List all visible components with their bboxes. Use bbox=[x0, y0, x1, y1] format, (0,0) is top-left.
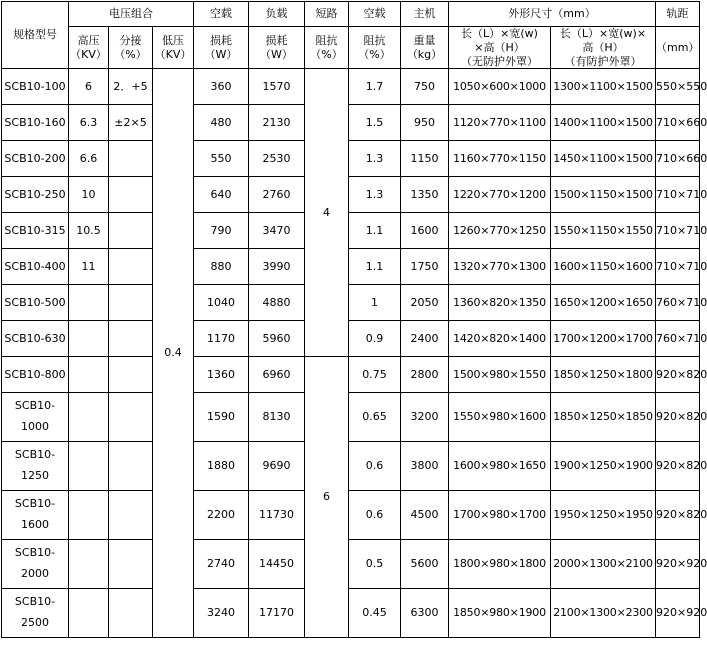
subheader-weight: 重量 （kg） bbox=[401, 27, 449, 69]
cell-no-load-impedance: 0.75 bbox=[349, 357, 401, 393]
cell-weight: 3200 bbox=[401, 393, 449, 442]
cell-no-load-loss: 1880 bbox=[194, 442, 249, 491]
cell-high-voltage bbox=[69, 393, 109, 442]
cell-dim-no-cover: 1850×980×1900 bbox=[449, 589, 551, 638]
cell-load-loss: 2530 bbox=[249, 141, 305, 177]
cell-dim-with-cover: 1900×1250×1900 bbox=[551, 442, 656, 491]
cell-no-load-impedance: 1.1 bbox=[349, 213, 401, 249]
cell-high-voltage bbox=[69, 285, 109, 321]
cell-no-load-impedance: 0.65 bbox=[349, 393, 401, 442]
header-short-circuit: 短路 bbox=[305, 2, 349, 27]
cell-dim-no-cover: 1800×980×1800 bbox=[449, 540, 551, 589]
cell-track: 920×820 bbox=[656, 442, 700, 491]
cell-tap: 2．+5 bbox=[109, 69, 153, 105]
cell-load-loss: 2760 bbox=[249, 177, 305, 213]
cell-tap: ±2×5 bbox=[109, 105, 153, 141]
transformer-spec-table bbox=[1, 1, 707, 638]
table-row bbox=[2, 540, 700, 589]
subheader-track-unit: （mm） bbox=[656, 27, 700, 69]
table-row bbox=[2, 589, 700, 638]
cell-weight: 2050 bbox=[401, 285, 449, 321]
header-sub-row bbox=[2, 27, 700, 69]
cell-no-load-loss: 1360 bbox=[194, 357, 249, 393]
header-group-row bbox=[2, 2, 700, 27]
cell-weight: 1750 bbox=[401, 249, 449, 285]
cell-model: SCB10- 2500 bbox=[2, 589, 69, 638]
cell-model: SCB10-630 bbox=[2, 321, 69, 357]
cell-load-loss: 8130 bbox=[249, 393, 305, 442]
cell-no-load-loss: 2740 bbox=[194, 540, 249, 589]
cell-load-loss: 17170 bbox=[249, 589, 305, 638]
cell-tap bbox=[109, 321, 153, 357]
table-row bbox=[2, 249, 700, 285]
cell-no-load-impedance: 1.7 bbox=[349, 69, 401, 105]
cell-track: 920×920 bbox=[656, 589, 700, 638]
cell-dim-no-cover: 1320×770×1300 bbox=[449, 249, 551, 285]
cell-no-load-loss: 3240 bbox=[194, 589, 249, 638]
subheader-dim-no-cover: 长（L）×宽(w) ×高（H） （无防护外罩） bbox=[449, 27, 551, 69]
cell-weight: 2800 bbox=[401, 357, 449, 393]
cell-no-load-impedance: 1.3 bbox=[349, 141, 401, 177]
table-row bbox=[2, 491, 700, 540]
cell-tap bbox=[109, 213, 153, 249]
cell-tap bbox=[109, 177, 153, 213]
cell-load-loss: 2130 bbox=[249, 105, 305, 141]
cell-model: SCB10- 2000 bbox=[2, 540, 69, 589]
cell-dim-with-cover: 2000×1300×2100 bbox=[551, 540, 656, 589]
cell-no-load-loss: 1040 bbox=[194, 285, 249, 321]
cell-load-loss: 3470 bbox=[249, 213, 305, 249]
cell-no-load-loss: 360 bbox=[194, 69, 249, 105]
cell-no-load-impedance: 0.45 bbox=[349, 589, 401, 638]
cell-model: SCB10- 1000 bbox=[2, 393, 69, 442]
cell-load-loss: 3990 bbox=[249, 249, 305, 285]
cell-no-load-impedance: 1.3 bbox=[349, 177, 401, 213]
table-row bbox=[2, 442, 700, 491]
cell-no-load-impedance: 1.1 bbox=[349, 249, 401, 285]
cell-no-load-loss: 1170 bbox=[194, 321, 249, 357]
cell-low-voltage-merged: 0.4 bbox=[153, 69, 194, 638]
cell-high-voltage: 6.6 bbox=[69, 141, 109, 177]
cell-track: 710×660 bbox=[656, 105, 700, 141]
cell-dim-no-cover: 1050×600×1000 bbox=[449, 69, 551, 105]
table-row bbox=[2, 285, 700, 321]
header-track-gauge: 轨距 bbox=[656, 2, 700, 27]
cell-dim-with-cover: 1500×1150×1500 bbox=[551, 177, 656, 213]
cell-weight: 950 bbox=[401, 105, 449, 141]
table-row bbox=[2, 213, 700, 249]
cell-model: SCB10-500 bbox=[2, 285, 69, 321]
cell-high-voltage bbox=[69, 357, 109, 393]
cell-no-load-loss: 1590 bbox=[194, 393, 249, 442]
header-no-load: 空载 bbox=[194, 2, 249, 27]
cell-model: SCB10-100 bbox=[2, 69, 69, 105]
cell-no-load-impedance: 1 bbox=[349, 285, 401, 321]
cell-no-load-impedance: 1.5 bbox=[349, 105, 401, 141]
subheader-low-voltage: 低压 （KV） bbox=[153, 27, 194, 69]
cell-tap bbox=[109, 589, 153, 638]
subheader-tap: 分接 （%） bbox=[109, 27, 153, 69]
table-row bbox=[2, 177, 700, 213]
cell-no-load-impedance: 0.6 bbox=[349, 491, 401, 540]
header-load: 负载 bbox=[249, 2, 305, 27]
header-no-load-impedance: 空载 bbox=[349, 2, 401, 27]
cell-track: 920×820 bbox=[656, 393, 700, 442]
cell-no-load-loss: 550 bbox=[194, 141, 249, 177]
cell-load-loss: 6960 bbox=[249, 357, 305, 393]
cell-short-circuit-impedance-merged-2: 6 bbox=[305, 357, 349, 638]
header-main-unit: 主机 bbox=[401, 2, 449, 27]
cell-no-load-impedance: 0.6 bbox=[349, 442, 401, 491]
cell-track: 920×820 bbox=[656, 357, 700, 393]
table-row bbox=[2, 69, 700, 105]
cell-load-loss: 1570 bbox=[249, 69, 305, 105]
subheader-high-voltage: 高压 （KV） bbox=[69, 27, 109, 69]
cell-model: SCB10-200 bbox=[2, 141, 69, 177]
cell-dim-with-cover: 1400×1100×1500 bbox=[551, 105, 656, 141]
cell-model: SCB10-315 bbox=[2, 213, 69, 249]
cell-high-voltage bbox=[69, 321, 109, 357]
cell-high-voltage bbox=[69, 540, 109, 589]
cell-weight: 4500 bbox=[401, 491, 449, 540]
cell-no-load-loss: 790 bbox=[194, 213, 249, 249]
cell-track: 710×710 bbox=[656, 249, 700, 285]
cell-tap bbox=[109, 249, 153, 285]
cell-dim-no-cover: 1120×770×1100 bbox=[449, 105, 551, 141]
cell-dim-no-cover: 1700×980×1700 bbox=[449, 491, 551, 540]
cell-load-loss: 5960 bbox=[249, 321, 305, 357]
cell-track: 710×710 bbox=[656, 177, 700, 213]
cell-weight: 2400 bbox=[401, 321, 449, 357]
cell-tap bbox=[109, 540, 153, 589]
cell-no-load-loss: 480 bbox=[194, 105, 249, 141]
cell-track: 920×920 bbox=[656, 540, 700, 589]
cell-dim-no-cover: 1600×980×1650 bbox=[449, 442, 551, 491]
cell-weight: 3800 bbox=[401, 442, 449, 491]
cell-model: SCB10-400 bbox=[2, 249, 69, 285]
cell-short-circuit-impedance-merged-1: 4 bbox=[305, 69, 349, 357]
cell-tap bbox=[109, 393, 153, 442]
cell-dim-with-cover: 1700×1200×1700 bbox=[551, 321, 656, 357]
cell-track: 920×820 bbox=[656, 491, 700, 540]
cell-model: SCB10- 1250 bbox=[2, 442, 69, 491]
table-row bbox=[2, 357, 700, 393]
subheader-no-load-impedance: 阻抗 （%） bbox=[349, 27, 401, 69]
cell-high-voltage: 10 bbox=[69, 177, 109, 213]
cell-dim-no-cover: 1500×980×1550 bbox=[449, 357, 551, 393]
cell-no-load-loss: 880 bbox=[194, 249, 249, 285]
cell-model: SCB10-800 bbox=[2, 357, 69, 393]
cell-no-load-loss: 640 bbox=[194, 177, 249, 213]
cell-weight: 750 bbox=[401, 69, 449, 105]
cell-load-loss: 14450 bbox=[249, 540, 305, 589]
cell-track: 760×710 bbox=[656, 285, 700, 321]
cell-high-voltage bbox=[69, 491, 109, 540]
cell-model: SCB10-160 bbox=[2, 105, 69, 141]
cell-dim-with-cover: 1300×1100×1500 bbox=[551, 69, 656, 105]
cell-tap bbox=[109, 141, 153, 177]
cell-dim-with-cover: 1550×1150×1550 bbox=[551, 213, 656, 249]
table-row bbox=[2, 141, 700, 177]
subheader-no-load-loss: 损耗 （W） bbox=[194, 27, 249, 69]
cell-high-voltage bbox=[69, 589, 109, 638]
header-voltage-combination: 电压组合 bbox=[69, 2, 194, 27]
cell-weight: 5600 bbox=[401, 540, 449, 589]
cell-dim-no-cover: 1360×820×1350 bbox=[449, 285, 551, 321]
subheader-short-circuit-impedance: 阻抗 （%） bbox=[305, 27, 349, 69]
cell-dim-with-cover: 2100×1300×2300 bbox=[551, 589, 656, 638]
table-row bbox=[2, 105, 700, 141]
cell-weight: 1600 bbox=[401, 213, 449, 249]
cell-dim-no-cover: 1220×770×1200 bbox=[449, 177, 551, 213]
table-row bbox=[2, 321, 700, 357]
cell-model: SCB10- 1600 bbox=[2, 491, 69, 540]
cell-high-voltage: 6.3 bbox=[69, 105, 109, 141]
cell-weight: 6300 bbox=[401, 589, 449, 638]
cell-no-load-impedance: 0.5 bbox=[349, 540, 401, 589]
cell-dim-with-cover: 1950×1250×1950 bbox=[551, 491, 656, 540]
cell-dim-no-cover: 1420×820×1400 bbox=[449, 321, 551, 357]
cell-tap bbox=[109, 442, 153, 491]
cell-weight: 1150 bbox=[401, 141, 449, 177]
cell-load-loss: 9690 bbox=[249, 442, 305, 491]
cell-dim-with-cover: 1600×1150×1600 bbox=[551, 249, 656, 285]
cell-no-load-loss: 2200 bbox=[194, 491, 249, 540]
spec-sheet bbox=[0, 1, 707, 645]
table-header bbox=[2, 2, 700, 69]
cell-high-voltage: 11 bbox=[69, 249, 109, 285]
cell-track: 710×710 bbox=[656, 213, 700, 249]
cell-dim-with-cover: 1450×1100×1500 bbox=[551, 141, 656, 177]
cell-tap bbox=[109, 357, 153, 393]
cell-weight: 1350 bbox=[401, 177, 449, 213]
cell-dim-no-cover: 1550×980×1600 bbox=[449, 393, 551, 442]
cell-dim-no-cover: 1260×770×1250 bbox=[449, 213, 551, 249]
subheader-dim-with-cover: 长（L）×宽(w)× 高（H） （有防护外罩） bbox=[551, 27, 656, 69]
cell-load-loss: 11730 bbox=[249, 491, 305, 540]
subheader-load-loss: 损耗 （W） bbox=[249, 27, 305, 69]
cell-track: 710×660 bbox=[656, 141, 700, 177]
cell-dim-no-cover: 1160×770×1150 bbox=[449, 141, 551, 177]
cell-track: 550×550 bbox=[656, 69, 700, 105]
cell-high-voltage: 10.5 bbox=[69, 213, 109, 249]
cell-track: 760×710 bbox=[656, 321, 700, 357]
cell-tap bbox=[109, 491, 153, 540]
cell-high-voltage: 6 bbox=[69, 69, 109, 105]
cell-dim-with-cover: 1650×1200×1650 bbox=[551, 285, 656, 321]
cell-no-load-impedance: 0.9 bbox=[349, 321, 401, 357]
table-body bbox=[2, 69, 707, 638]
header-outline-dimensions: 外形尺寸（mm） bbox=[449, 2, 656, 27]
header-model: 规格型号 bbox=[2, 2, 69, 69]
cell-dim-with-cover: 1850×1250×1800 bbox=[551, 357, 656, 393]
table-row bbox=[2, 393, 700, 442]
cell-load-loss: 4880 bbox=[249, 285, 305, 321]
cell-dim-with-cover: 1850×1250×1850 bbox=[551, 393, 656, 442]
cell-model: SCB10-250 bbox=[2, 177, 69, 213]
cell-tap bbox=[109, 285, 153, 321]
cell-high-voltage bbox=[69, 442, 109, 491]
